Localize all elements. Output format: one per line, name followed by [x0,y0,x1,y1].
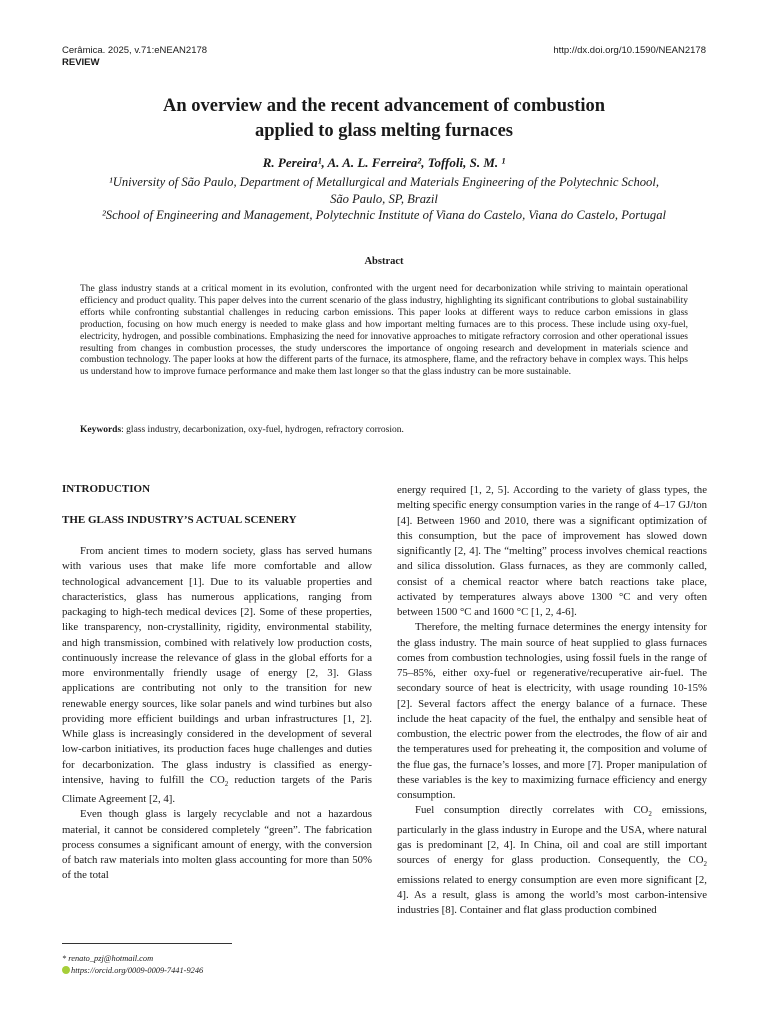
title-line-1: An overview and the recent advancement of combustion [162,96,606,116]
author-list: R. Pereira¹, A. A. L. Ferreira², Toffoli, S. M. ¹ [262,155,506,170]
paper-title [90,94,678,144]
text-run: emissions related to energy consumption are even more significant [2, 4]. As a result, glass is among the world’s most carbon-intensive industries [8]. Container and flat glass production combined [397,873,707,917]
section-heading-glass-industry: THE GLASS INDUSTRY’S ACTUAL SCENERY [62,514,297,526]
journal-header [62,45,207,69]
keywords-list: : glass industry, decarbonization, oxy-fuel, hydrogen, refractory corrosion. [121,425,404,435]
text-run: Fuel consumption directly correlates with CO [415,804,649,817]
body-paragraph: Therefore, the melting furnace determines the energy intensity for the glass industry. The main source of heat supplied to glass furnaces comes from combustion technologies, using fossil fuels in the range of 75–85%, either oxy-fuel or regenerative/recuperative air-fuel. The secondary source of heat is electricity, with usage rounding 10-15% [2]. Several factors affect the energy balance of a furnace. These include the heat capacity of the fuel, the enthalpy and sensible heat of combustion, the electric power from the electrodes, the flow of air and the temperatures used for preheating it, the composition and volume of the flue gas, the furnace’s losses, and more [7]. Proper manipulation of these variables is the key to maximizing furnace efficiency and energy consumption. [397,621,707,801]
body-paragraph [397,803,707,918]
footnote-email[interactable]: * renato_pzj@hotmail.com [62,954,154,963]
keywords-label: Keywords [80,425,122,435]
right-column [397,483,707,918]
title-line-2: applied to glass melting furnaces [255,121,513,141]
abstract-text: The glass industry stands at a critical moment in its evolution, confronted with the urgent need for decarbonization while striving to maintain operational efficiency and product quality. This paper delves into the current scenario of the glass industry, highlighting its significant contributions to global sustainability efforts while confronting substantial challenges in reducing carbon emissions. This paper looks at different ways to reduce carbon emissions in glass production, focusing on how much energy is needed to make glass and how important melting furnaces are to this process. These include using oxy-fuel, electricity, hydrogen, and possible combinations. Emphasizing the need for innovative approaches to mitigate refractory corrosion and other operational issues resulting from changes in combustion processes, the study underscores the importance of ongoing research and development in materials science and combustion technology. The paper looks at how the different parts of the furnace, its atmosphere, flame, and the refractory behave in complex ways. This helps us understand how to improve furnace performance and make them last longer so that the glass industry can be more sustainable. [80,284,688,378]
abstract-heading: Abstract [364,256,404,267]
left-column [62,544,372,884]
subscript: 2 [648,810,652,819]
affiliation-1-line-2: São Paulo, SP, Brazil [330,192,438,206]
affiliation-2: ²School of Engineering and Management, Polytechnic Institute of Viana do Castelo, Viana do Castelo, Portugal [102,208,666,222]
orcid-icon [62,966,70,974]
orcid-link[interactable]: https://orcid.org/0009-0009-7441-9246 [71,966,204,975]
keywords [80,424,688,436]
subscript: 2 [224,779,229,788]
body-paragraph [62,544,372,807]
text-run: From ancient times to modern society, glass has served humans with various uses that make life more comfortable and allow technological advancement [1]. Due to its valuable properties and characteristics, glass has numerous applications, ranging from packaging to high-tech medical devices [2]. Some of these properties, like transparency, non-crystallinity, rigidity, environmental stability, and high transmission, combined with relatively low production costs, continuously increase the relevance of glass in the global efforts for a more environmentally friendly usage of energy [2, 3]. Glass applications are contributing not only to the transition for new renewable energy sources, like solar panels and wind turbines but also providing more efficient buildings and urban infrastructures [1, 2]. While glass is increasingly considered in the development of several low-carbon initiatives, its production faces huge challenges and duties for decarbonization. The glass industry is classified as energy-intensive, having to fulfill the CO [62,545,372,786]
doi-link[interactable]: http://dx.doi.org/10.1590/NEAN2178 [553,45,706,56]
section-heading-introduction: INTRODUCTION [62,483,151,495]
body-paragraph: energy required [1, 2, 5]. According to the variety of glass types, the melting specific energy consumption varies in the range of 4–17 GJ/ton [4]. Between 1960 and 2010, there was a significant optimization of this consumption, but the pace of improvement has slowed down significantly [2, 4]. The “melting” process involves chemical reactions and silica dissolution. Glass furnaces, as they are commonly called, consist of a chemical reactor where batch reactions take place, activated by temperatures always above 1300 °C and very often between 1500 °C and 1600 °C [1, 2, 4-6]. [397,484,707,618]
journal-citation: Cerâmica. 2025, v.71:eNEAN2178 [62,45,208,56]
footnote-divider [62,943,232,944]
footnote-orcid[interactable] [62,965,203,976]
text-run: emissions, particularly in the glass industry in Europe and the USA, where natural gas is predominant [2, 4]. In China, oil and coal are still important sources of energy for glass production. Consequently, the CO [397,804,707,867]
article-type: REVIEW [62,57,100,68]
affiliation-1-line-1: ¹University of São Paulo, Department of Metallurgical and Materials Engineering of the Polytechnic School, [109,175,659,189]
text-run: reduction targets of the Paris Climate Agreement [2, 4]. [62,773,372,806]
subscript: 2 [703,860,707,869]
body-paragraph: Even though glass is largely recyclable and not a hazardous material, it cannot be considered completely “green”. The fabrication process consumes a significant amount of energy, with the conversion of batch raw materials into molten glass accounting for more than 50% of the total [62,808,372,882]
